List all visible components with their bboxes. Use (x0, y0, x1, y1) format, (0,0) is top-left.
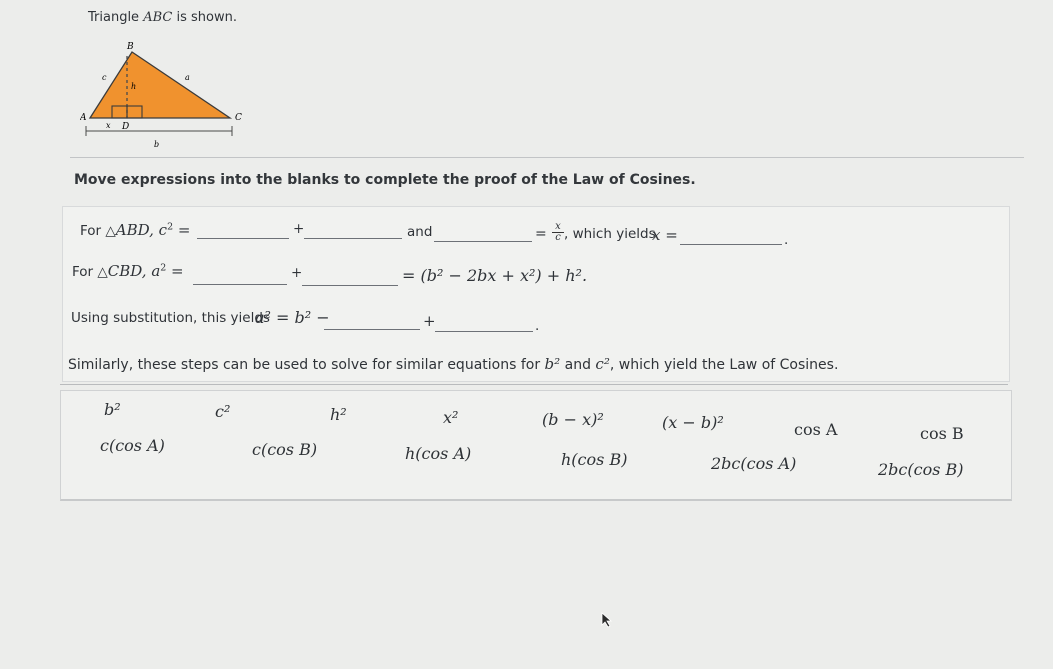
triangle-symbol-2: △ (97, 264, 108, 280)
line4-pre: Similarly, these steps can be used to solve for similar equations for (68, 357, 541, 373)
divider-bottom (60, 384, 1008, 385)
fraction-denominator: c (552, 232, 564, 243)
vertex-a-label: A (80, 113, 87, 123)
line1-period: . (784, 232, 789, 248)
line2-triangle: CBD (107, 262, 142, 280)
proof-line-1 (80, 221, 190, 239)
triangle-name: ABC (143, 10, 173, 25)
line1-plus: + (293, 221, 305, 237)
blank-1[interactable] (197, 238, 289, 239)
tile-b-squared[interactable]: b² (104, 400, 121, 419)
side-x-label: x (106, 121, 111, 130)
line2-exp: 2 (160, 262, 167, 274)
tile-h-cos-a[interactable]: h(cos A) (405, 444, 472, 463)
tile-c-cos-a[interactable]: c(cos A) (100, 436, 165, 455)
line1-yields: , which yields (564, 226, 656, 242)
intro-prefix: Triangle (88, 10, 144, 25)
line1-triangle: ABD (115, 221, 150, 239)
tile-h-squared[interactable]: h² (330, 405, 347, 424)
triangle-shape (90, 52, 230, 118)
fraction-numerator: x (555, 221, 561, 232)
line1-and: and (407, 224, 433, 240)
mouse-cursor-icon (601, 612, 613, 628)
intro-text (88, 10, 237, 25)
line3-period: . (535, 318, 540, 334)
blank-3[interactable] (434, 241, 532, 242)
triangle-symbol-1: △ (105, 223, 116, 239)
line2-rhs: = (b² − 2bx + x²) + h². (402, 266, 588, 285)
tile-2bc-cos-b[interactable]: 2bc(cos B) (878, 460, 964, 479)
tile-2bc-cos-a[interactable]: 2bc(cos A) (711, 454, 797, 473)
line3-plus: + (423, 312, 436, 330)
vertex-d-label: D (122, 122, 130, 132)
line1-eq: = (173, 221, 191, 239)
vertex-c-label: C (235, 113, 242, 123)
line3-text: Using substitution, this yields (71, 310, 270, 326)
tile-cos-a[interactable]: cos A (794, 420, 838, 439)
tile-h-cos-b[interactable]: h(cos B) (561, 450, 628, 469)
line1-x-equals: x = (652, 226, 678, 244)
divider-top (70, 157, 1024, 158)
line4-and: and (564, 357, 591, 373)
blank-4[interactable] (680, 244, 782, 245)
blank-6[interactable] (302, 285, 398, 286)
proof-line-2 (72, 262, 184, 280)
fraction-x-over-c (552, 222, 564, 243)
line1-for: For (80, 223, 102, 239)
line1-lhs: , c (149, 221, 168, 239)
side-h-label: h (131, 82, 137, 91)
tile-cos-b[interactable]: cos B (920, 424, 964, 443)
line4-post: , which yield the Law of Cosines. (609, 357, 839, 373)
answer-bank (60, 390, 1012, 501)
line4-c2: c² (595, 355, 610, 373)
triangle-diagram (80, 40, 260, 152)
vertex-b-label: B (127, 42, 134, 52)
instruction-text: Move expressions into the blanks to complete the proof of the Law of Cosines. (74, 172, 696, 188)
side-b-label: b (154, 140, 160, 149)
blank-2[interactable] (304, 238, 402, 239)
line2-for: For (72, 264, 94, 280)
line1-eq2: = (535, 226, 547, 242)
line1-exp: 2 (167, 221, 174, 233)
line4-b2: b² (544, 355, 561, 373)
intro-suffix: is shown. (172, 10, 237, 25)
line2-plus: + (291, 265, 303, 281)
blank-7[interactable] (324, 329, 420, 330)
side-c-label: c (102, 73, 107, 82)
line2-eq: = (166, 262, 184, 280)
line3-expr: a² = b² − (255, 308, 330, 327)
tile-c-squared[interactable]: c² (215, 402, 231, 421)
tile-b-minus-x-squared[interactable]: (b − x)² (542, 410, 604, 429)
line2-lhs: , a (141, 262, 161, 280)
blank-5[interactable] (193, 284, 287, 285)
tile-x-squared[interactable]: x² (443, 408, 459, 427)
tile-c-cos-b[interactable]: c(cos B) (252, 440, 318, 459)
tile-x-minus-b-squared[interactable]: (x − b)² (662, 413, 724, 432)
side-a-label: a (185, 73, 190, 82)
blank-8[interactable] (435, 331, 533, 332)
proof-line-4 (68, 355, 838, 373)
